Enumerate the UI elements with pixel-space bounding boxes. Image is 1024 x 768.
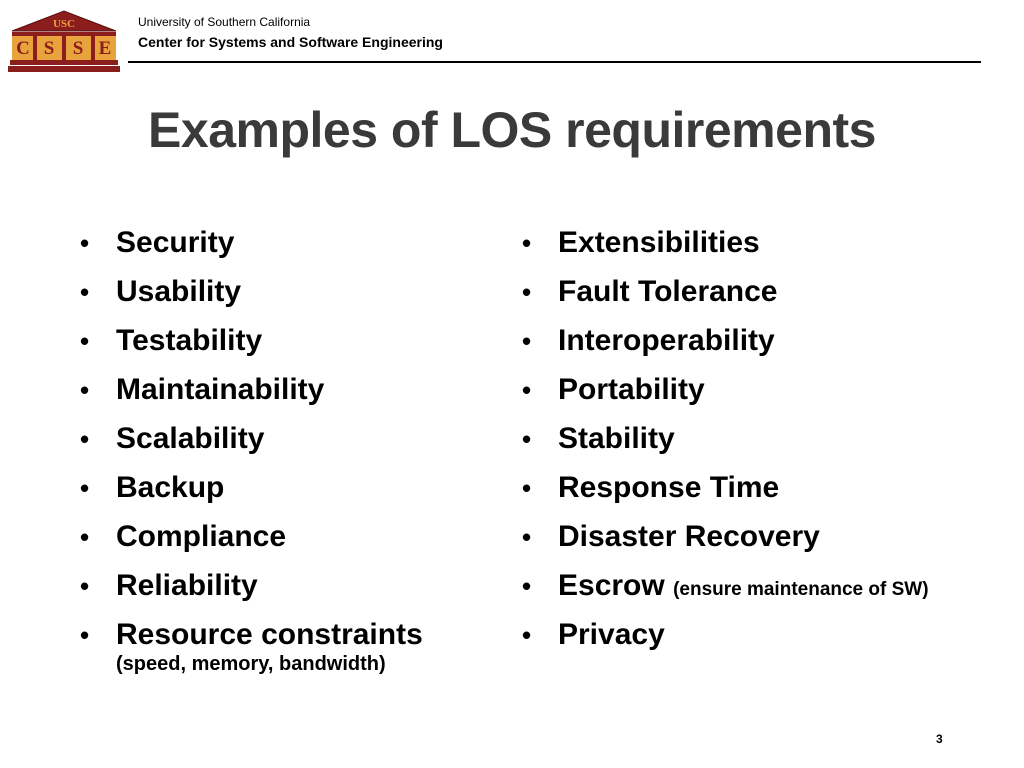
item-label: Stability [558,422,675,455]
list-item [522,222,929,271]
list-item [522,516,929,565]
list-item [522,369,929,418]
header-divider [128,61,981,63]
bullet-icon: • [522,424,532,454]
bullet-icon: • [522,473,532,503]
item-label: Portability [558,373,705,406]
item-label: Extensibilities [558,226,760,259]
page-number: 3 [936,732,943,746]
item-label: Reliability [116,569,258,602]
header-text [138,14,443,51]
center-name: Center for Systems and Software Engineering [138,34,443,50]
bullet-icon: • [522,326,532,356]
item-label: Maintainability [116,373,325,406]
list-item [80,516,423,565]
item-subtext: (speed, memory, bandwidth) [116,653,386,675]
university-name: University of Southern California [138,15,311,29]
item-label: Resource constraints [116,618,423,651]
item-label: Usability [116,275,242,308]
logo-letter: E [98,38,112,59]
bullet-icon: • [80,228,90,258]
list-item [80,222,423,271]
item-label: Fault Tolerance [558,275,778,308]
item-label: Security [116,226,235,259]
slide-title: Examples of LOS requirements [148,102,876,158]
bullet-icon: • [522,277,532,307]
item-label: Privacy [558,618,665,651]
list-item [522,565,929,614]
list-item [522,418,929,467]
item-label: Response Time [558,471,780,504]
item-label: Compliance [116,520,287,553]
bullet-icon: • [80,473,90,503]
left-bullet-list [80,222,423,675]
bullet-icon: • [522,571,532,601]
list-item [80,467,423,516]
bullet-icon: • [80,375,90,405]
bullet-icon: • [80,424,90,454]
list-item [522,467,929,516]
item-label: Testability [116,324,263,357]
logo-letter: S [72,38,84,59]
item-label: Backup [116,471,225,504]
list-item [80,369,423,418]
item-label: Escrow [558,569,665,602]
list-item [80,565,423,614]
bullet-icon: • [80,620,90,650]
item-label: Scalability [116,422,265,455]
list-item [522,271,929,320]
bullet-icon: • [80,522,90,552]
bullet-icon: • [522,522,532,552]
list-item [80,614,423,675]
bullet-icon: • [522,228,532,258]
csse-logo [8,9,120,75]
logo-letter: S [43,38,55,59]
logo-letter: C [16,38,30,59]
list-item [522,614,929,663]
item-label: Interoperability [558,324,775,357]
bullet-icon: • [80,571,90,601]
list-item [80,271,423,320]
bullet-icon: • [80,326,90,356]
right-bullet-list [522,222,929,663]
logo-usc-text: USC [52,18,76,30]
list-item [80,418,423,467]
list-item [522,320,929,369]
list-item [80,320,423,369]
bullet-icon: • [80,277,90,307]
bullet-icon: • [522,375,532,405]
item-note: (ensure maintenance of SW) [673,579,929,600]
item-label: Disaster Recovery [558,520,820,553]
bullet-icon: • [522,620,532,650]
